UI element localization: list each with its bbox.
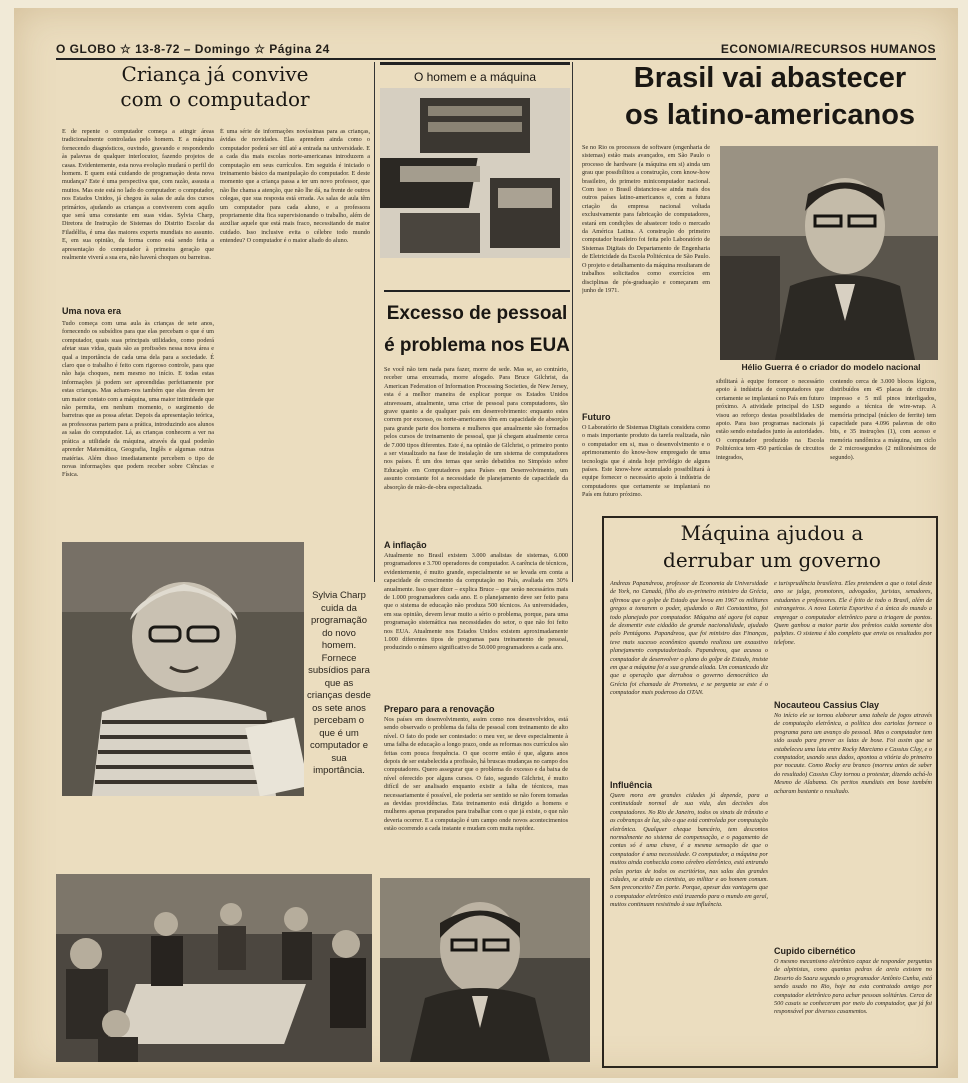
masthead bbox=[56, 40, 936, 60]
maquina-col2: e turisprudência brasileira. Eles pretendem a que o total deste ano se julga, promotores, advogados, juristas, senadores, estudantes e professores. Ele é feito de todo o Brasil, além de estrangeiros. A nova Loteria Esportiva é a única do mundo a empregar o computador eletrônico para a triagem de pontos. Quem ganhou a maior parte dos prêmios cuida somente dos palpites. O sistema é tão completo que envia os resultados por telefone. bbox=[774, 580, 932, 646]
homem-rule bbox=[380, 62, 570, 65]
excesso-body2: Atualmente no Brasil existem 3.000 analistas de sistemas, 6.000 programadores e 3.700 operadores de computador. A carência de técnicos, evidentemente, é muito grande, especialmente se se levada em conta a capacidade de crescimento da computação no País, avaliada em 30% anualmente. Isso quer dizer – explica Bruce – que serão necessários mais de 1.000 programadores cada ano. E o planejamento deve ser feito para que o sistema de educação não produza 500 técnicos. As universidades, em sua opinião, devem levar muito a sério o problema, porque, para uma programação sistemática nas necessidades do setor, o que não foi feito nos EUA. Atualmente nos Estados Unidos existem aproximadamente 1.000 diferentes tipos de programas para treinamento de pessoal, produzindo o número significativo de 50.000 programadores a cada ano. bbox=[384, 552, 568, 652]
crianca-subhead-nova-era: Uma nova era bbox=[62, 306, 122, 316]
sylvia-charp-photo bbox=[62, 542, 304, 796]
masthead-section: ECONOMIA/RECURSOS HUMANOS bbox=[720, 42, 936, 56]
crianca-col2: É uma série de informações novíssimas para as crianças, ávidas de novidades. Elas aprendem ainda como o computador poderá ser útil até a entrada na universidade. E a cada dia mais escolas norte-americanas introduzem a computação em seus currículos. Em seguida é iniciado o treinamento básico da manipulação do computador. E deste momento que a criança passa a ter um novo professor, que não lhe chama a atenção, que não lhe dá, na frente de outros colegas, que sua resposta está errada. As salas de aula têm um computador para cada aluno, e a professora propriamente dita fica supervisionando o trabalho, além de auxiliar aquele que está mais fraco, necessitando de maior cuidado. Isso inclusive evita o célebre todo mundo entendeu? O computador é o maior aliado do aluno. bbox=[220, 128, 370, 245]
maquina-subhead-nocauteou: Nocauteou Cassius Clay bbox=[774, 700, 880, 710]
maquina-col2c: O mesmo mecanismo eletrônico capaz de responder perguntas de alpinistas, como quantas pedras de areia existem no Deserto do Saara segundo o programador Antônio Cunha, está sendo usado no Rio, hoje na esta contratado amigo por computador eletrônico para achar pessoas solitárias. Cerca de 500 casais se conheceram por meio do computador, que já foi responsável por diversos casamentos. bbox=[774, 958, 932, 1016]
helio-guerra-illustration bbox=[720, 146, 938, 360]
sylvia-charp-caption: Sylvia Charp cuida da programação do novo homem. Fornece subsídios para que as crianças desde os sete anos percebam o que é um computador e sua importância. bbox=[307, 590, 371, 776]
brasil-subhead-futuro: Futuro bbox=[582, 412, 611, 422]
crianca-col1: E de repente o computador começa a atingir áreas tradicionalmente controladas pelo homem. E a máquina fornecendo diagnósticos, ouvindo, gravando e respondendo às palavras de qualquer interlocutor, fazendo projetos de casas. Evidentemente, esta nova evolução mudará o perfil do homem. E quem está cuidando de programação desta nova mudança? Este é uma perspectiva que, com razão, assusta a muitos. Mas este está no lado do computador: o computador, nos Estados Unidos, já chegou às salas de aula dos cursos primários, ajudando as crianças a conviverem com aquilo que será uma constante em suas vidas. Sylvia Charp, Diretora de Instrução de Sistemas do Distrito Escolar da Filadélfia, é uma das maiores experts mundiais no assunto. E, em sua opinião, da forma como está sendo feita a apresentação do computador à primeira geração que realmente viverá a sua era, não haverá choques ou barreiras. bbox=[62, 128, 214, 262]
column-divider bbox=[374, 62, 375, 582]
helio-guerra-caption: Hélio Guerra é o criador do modelo nacional bbox=[741, 362, 921, 372]
excesso-headline: Excesso de pessoal é problema nos EUA bbox=[384, 303, 570, 356]
masthead-left: O GLOBO ☆ 13-8-72 – Domingo ☆ Página 24 bbox=[56, 42, 330, 56]
maquina-subhead-influencia: Influência bbox=[610, 780, 653, 790]
homem-label: O homem e a máquina bbox=[413, 70, 537, 84]
computer-photo bbox=[380, 88, 570, 258]
excesso-body: Se você não tem nada para fazer, morre de sede. Mas se, ao contrário, receber uma enxurrada, morre afogado. Para Bruce Gilchrist, da American Federation of Information Processing Societies, de New Jersey, esta é a melhor maneira de explicar porque os Estados Unidos atravessam, atualmente, uma crise de pessoal para computadores, tão grave quanto a de qualquer país em desenvolvimento: enquanto estes correm por excesso, os norte-americanos têm em capacidade de absorção para grande parte dos homens e mulheres que anualmente são formados pelos cursos de treinamento de pessoal, que já chegam atualmente cerca de 7.000 tipos diferentes. Este é, na opinião de Gilchrist, o primeiro ponto a ser visualizado na fase de instalação de um sistema de computadores nos países. É um dos temas que serão debatidos no Simpósio sobre Educação em Computadores para Países em Desenvolvimento, um assunto constante foi a necessidade de planejamento de capacidade da absorção de mão-de-obra especializada. bbox=[384, 366, 568, 491]
computer-terminal-illustration bbox=[380, 88, 570, 258]
man-portrait-illustration bbox=[380, 878, 590, 1062]
maquina-col2b: No início ele se tornou elaborar uma tabela de jogos através de computação eletrônica, a política dos cartolas fornece o programa para um avanço do pessoal. Mas o computador tem sido usado para prever as lutas de boxe. Foi assim que se estabeleceu uma luta entre Rocky Marciano e Cassius Clay, e o computador, usando seus dados, apontou a vitória do primeiro por nocaute. Como Rocky era branco (morreu antes de saber do resultado) Cassius Clay tornou a protestar, dizendo achá-lo Mesmo de Alabama. Os peritos mundiais em boxe também acharam bastante o resultado. bbox=[774, 712, 932, 795]
brasil-headline: Brasil vai abastecer os latino-americanos bbox=[624, 62, 916, 131]
man-photo bbox=[380, 878, 590, 1062]
excesso-subhead-inflacao: A inflação bbox=[384, 540, 427, 550]
brasil-col1b: O Laboratório de Sistemas Digitais considera como o mais importante produto da tarefa realizada, não o computador em si, mas o desenvolvimento e o aprimoramento do know-how empregado de uma tecnologia que é ainda hoje privilégio de alguns países. Este know-how acumulado possibilitará à equipe fornecer o necessário apoio à indústria de computadores que certamente se implantará no País em futuro próximo. bbox=[582, 424, 710, 499]
excesso-subhead-preparo: Preparo para a renovação bbox=[384, 704, 495, 714]
brasil-col2: sibilitará à equipe fornecer o necessário apoio à indústria de computadores que certamente se implantará no País em futuro próximo. A atividade principal do LSD visou ao reforço destas possibilidades de apoio. Para isso programas nacionais já estão sendo estudados junto às autoridades. O computador produzido na Escola Politécnica tem 450 partículas de circuitos integrados, bbox=[716, 378, 824, 461]
crianca-col1b: Tudo começa com uma aula às crianças de sete anos, fornecendo os subsídios para que elas percebam o que é um computador, quais suas principais utilidades, como poderá afetar suas vidas, quais são as profissões nessa nova área e qual a importância de cada uma dela para a sociedade. É claro que o trabalho é feito com rigoroso controle, para que não haja choques, nem mesmo no início. E todas estas informações já podem ser apreendidas perfeitamente por estas crianças. Mas acham-nos também que elas devem ter um maior contato com a máquina, uma maior intimidade que não permita, em nenhum momento, o surgimento de barreiras que as possa afetar. Depois da apresentação teórica, as professoras partem para a prática, introduzindo aos alunos as salas do computador. Lá, as crianças conhecem a ver na prática a utilidade da máquina, através da qual poderão aprender Matemática, Geografia, Inglês e algumas outras matérias. Além disso imediatamente percebem o tipo de novas informações que podem receber sobre Ciências e Física. bbox=[62, 320, 214, 479]
woman-portrait-illustration bbox=[62, 542, 304, 796]
crianca-headline: Criança já convive com o computador bbox=[120, 62, 310, 111]
meeting-photo bbox=[56, 874, 372, 1062]
maquina-col1b: Quem mora em grandes cidades já depende, para a continuidade normal de sua vida, das decisões dos computadores. No Rio de Janeiro, todos os sinais de trânsito e as cobranças de luz, são o que está controlada por computação eletrônica. Qualquer cheque bancário, tem descontos normalmente no sistema de compensação, e o pagamento de contas só é uma chave, é a mesma sensação de que o computador é uma necessidade. O computador, a máquina por muitos ainda conhecida como cérebro eletrônico, está entrando pelas portas de todos os escritórios, nas salas das grandes cidades, se ainda ao cientista, ao militar e ao homem comum. Sem preconceito? Em parte. Porque, apesar das vantagens que o computador eletrônico está trazendo para o mundo em geral, muitos continuam resistindo à sua influência. bbox=[610, 792, 768, 909]
brasil-col3: contendo cerca de 3.000 blocos lógicos, distribuídos em 45 placas de circuito impresso e 5 mil pinos interligados, segundo a técnica de wire-wrap. A memória principal (núcleo de ferrite) tem capacidade para 4.096 palavras de oito bits, e 35 instruções (1), com acesso e memória randômica a máquina, um ciclo de 2 microsegundos (2 milionésimos de segundo). bbox=[830, 378, 936, 461]
meeting-illustration bbox=[56, 874, 372, 1062]
maquina-col1: Andreas Papandreou, professor de Economia da Universidade de York, no Canadá, filho do ex-primeiro ministro da Grécia, afirmou que o golpe de Estado que levou em 1967 os militares gregos a tomarem o poder, ajudando o Rei Constantino, foi todo planejado por computador. Máquina até agora foi capaz de desmentir este cidadão de grande nacionalidade, ajudado pelo Pentágono. Papandreou, que foi ministro das Finanças, teve mais sucesso econômico quando realizou um exaustivo planejamento computadorizado. Papandreou, que acusou o computador de desenvolver o plano do golpe de Estado, insiste em que a máquina foi a sua grande aliada. Um comunicado diz que a operação que derrubou o governo democrático da Grécia foi chamada de Prometeu, e se pergunta se este é o computador mais poderoso da OTAN. bbox=[610, 580, 768, 697]
column-divider bbox=[572, 62, 573, 582]
helio-guerra-photo bbox=[720, 146, 938, 360]
brasil-col1: Se no Rio os processos de software (engenharia de sistemas) estão mais avançados, em São Paulo o processo de hardware (a máquina em si) ainda um grau que possibilitou a construção, com know-how brasileiro, do primeiro minicomputador nacional. Com isso o Brasil distanciou-se ainda mais dos outros países latino-americanos e, com a futura criação da empresa nacional voltada exclusivamente para fabricação de computadores, estará em condições de abastecer todo o mercado da América Latina. A construção do primeiro computador brasileiro foi feita pelo Laboratório de Sistemas Digitais do Departamento de Engenharia de Eletricidade da Escola Politécnica de São Paulo. O projeto e detalhamento da máquina resultaram de trabalhos solicitados como exercícios em disciplinas de pós-graduação e começaram em junho de 1971. bbox=[582, 144, 710, 294]
maquina-headline: Máquina ajudou a derrubar um governo bbox=[663, 521, 881, 572]
excesso-rule bbox=[384, 290, 570, 292]
maquina-subhead-cupido: Cupido cibernético bbox=[774, 946, 856, 956]
excesso-body3: Nos países em desenvolvimento, assim como nos desenvolvidos, está sendo observado o problema da falta de pessoal com treinamento de alto nível. O fato do pode ser contestado: o meu ver, se deve especialmente à uma falha de educação a longo prazo, onde as reformas nos currículos são feitas com pouca frequência. O que ocorre então é que, alguns anos depois de ser estabelecida a profissão, há bruscas mudanças no campo dos computadores. Quero assegurar que o problema do excesso e da baixa de nível oferecido por alguns cursos. O fato, segundo Gilchrist, é muito difícil de ser analisado enquanto existir a falta de técnicos, mas necessariamente é possível, ele poderia ser sentido se não forem tomadas as devidas providências. Esta treinamento está dirigido a homens e mulheres apenas preparados para trabalhar com o que já existe, o que não deveria ocorrer. E a computação é um campo onde novos acontecimentos estão ocorrendo a cada instante e mudam com muita rapidez. bbox=[384, 716, 568, 833]
